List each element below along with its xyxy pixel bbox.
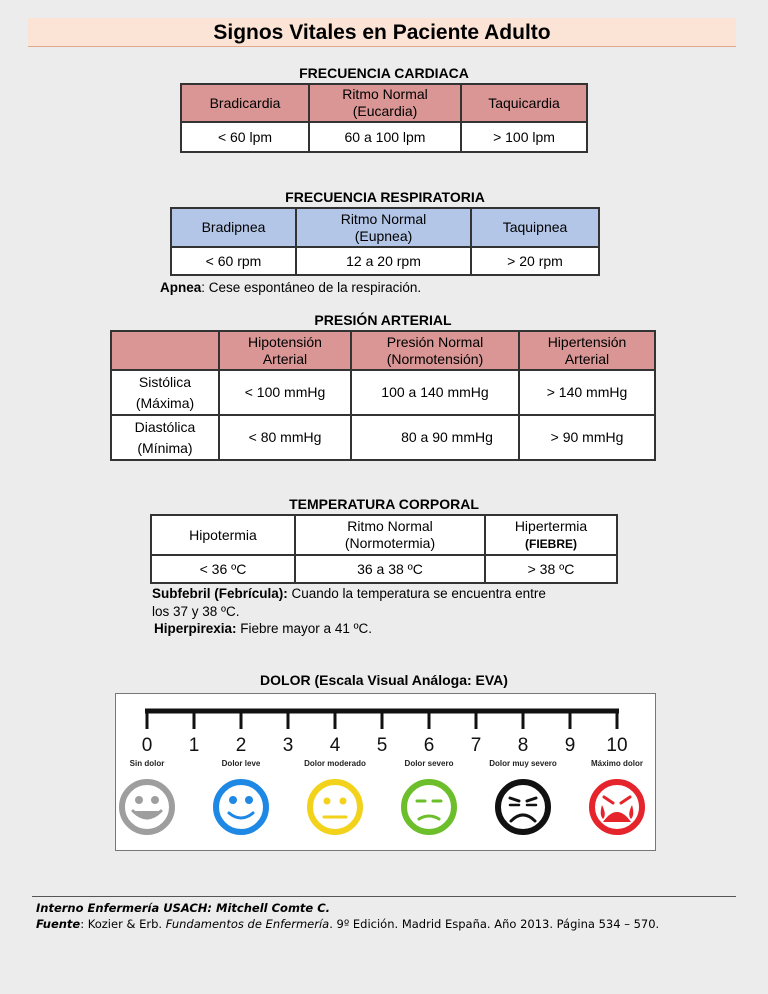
eva-face-label: Máximo dolor bbox=[590, 759, 644, 768]
fc-header-brady: Bradicardia bbox=[181, 84, 309, 122]
hiperpirexia-note: Hiperpirexia: Fiebre mayor a 41 ºC. bbox=[154, 621, 373, 636]
subfebril-note: Subfebril (Febrícula): Cuando la temperatura se encuentra entre los 37 y 38 ºC. bbox=[152, 586, 546, 619]
fr-value-bradi: < 60 rpm bbox=[171, 247, 296, 275]
eva-face-label: Dolor severo bbox=[404, 759, 454, 768]
pa-dia-hipo: < 80 mmHg bbox=[219, 415, 351, 460]
pa-header-hipo: Hipotensión Arterial bbox=[219, 331, 351, 370]
pa-row-diastolica: Diastólica (Mínima) bbox=[111, 415, 219, 460]
fc-value-normal: 60 a 100 lpm bbox=[309, 122, 461, 152]
tc-header-normal: Ritmo Normal (Normotermia) bbox=[295, 515, 485, 555]
footer-source: Fuente: Kozier & Erb. Fundamentos de Enfermería. 9º Edición. Madrid España. Año 2013. Página 534 – 570. bbox=[36, 917, 660, 931]
pa-sis-hiper: > 140 mmHg bbox=[519, 370, 655, 415]
pa-title: PRESIÓN ARTERIAL bbox=[314, 312, 452, 328]
tc-header-hiper: Hipertermia (FIEBRE) bbox=[485, 515, 617, 555]
tc-value-hiper: > 38 ºC bbox=[485, 555, 617, 583]
eva-face-icon bbox=[592, 782, 642, 832]
eva-scale-number: 9 bbox=[564, 735, 576, 756]
fc-header-taqui: Taquicardia bbox=[461, 84, 587, 122]
fc-table bbox=[180, 83, 588, 153]
eva-scale-number: 3 bbox=[282, 735, 294, 756]
eva-scale-number: 0 bbox=[141, 735, 153, 756]
eva-face-label: Dolor muy severo bbox=[489, 759, 557, 768]
fr-value-normal: 12 a 20 rpm bbox=[296, 247, 471, 275]
pa-row-sistolica: Sistólica (Máxima) bbox=[111, 370, 219, 415]
eva-scale-graphic bbox=[116, 694, 655, 850]
eva-face-icon bbox=[122, 782, 172, 832]
pa-header-hiper: Hipertensión Arterial bbox=[519, 331, 655, 370]
eva-scale-number: 8 bbox=[517, 735, 529, 756]
eva-face-label: Dolor moderado bbox=[304, 759, 366, 768]
fr-header-bradi: Bradipnea bbox=[171, 208, 296, 247]
dolor-title: DOLOR (Escala Visual Análoga: EVA) bbox=[260, 672, 508, 688]
pa-header-empty bbox=[111, 331, 219, 370]
eva-scale-number: 1 bbox=[188, 735, 200, 756]
apnea-note: Apnea: Cese espontáneo de la respiración. bbox=[160, 280, 422, 295]
fc-value-brady: < 60 lpm bbox=[181, 122, 309, 152]
tc-table bbox=[150, 514, 618, 584]
fr-header-normal: Ritmo Normal (Eupnea) bbox=[296, 208, 471, 247]
fr-table bbox=[170, 207, 600, 276]
tc-value-hipo: < 36 ºC bbox=[151, 555, 295, 583]
eva-scale-number: 7 bbox=[470, 735, 482, 756]
tc-title: TEMPERATURA CORPORAL bbox=[289, 496, 479, 512]
fr-header-taqui: Taquipnea bbox=[471, 208, 599, 247]
eva-face-label: Sin dolor bbox=[129, 759, 165, 768]
pa-dia-normal: 80 a 90 mmHg bbox=[351, 415, 519, 460]
page-title: Signos Vitales en Paciente Adulto bbox=[28, 18, 736, 47]
fr-title: FRECUENCIA RESPIRATORIA bbox=[285, 189, 485, 205]
tc-header-hipo: Hipotermia bbox=[151, 515, 295, 555]
pa-table bbox=[110, 330, 656, 461]
footer-author: Interno Enfermería USACH: Mitchell Comte C. bbox=[36, 901, 331, 915]
eva-scale-number: 4 bbox=[329, 735, 341, 756]
pa-sis-hipo: < 100 mmHg bbox=[219, 370, 351, 415]
eva-face-label: Dolor leve bbox=[221, 759, 261, 768]
fc-value-taqui: > 100 lpm bbox=[461, 122, 587, 152]
eva-face-icon bbox=[498, 782, 548, 832]
tc-value-normal: 36 a 38 ºC bbox=[295, 555, 485, 583]
eva-face-icon bbox=[310, 782, 360, 832]
eva-face-icon bbox=[404, 782, 454, 832]
fc-title: FRECUENCIA CARDIACA bbox=[299, 65, 469, 81]
fc-header-normal: Ritmo Normal (Eucardia) bbox=[309, 84, 461, 122]
eva-scale bbox=[115, 693, 656, 851]
eva-scale-number: 5 bbox=[376, 735, 388, 756]
eva-face-icon bbox=[216, 782, 266, 832]
pa-header-normal: Presión Normal (Normotensión) bbox=[351, 331, 519, 370]
eva-scale-number: 6 bbox=[423, 735, 435, 756]
eva-scale-number: 2 bbox=[235, 735, 247, 756]
pa-sis-normal: 100 a 140 mmHg bbox=[351, 370, 519, 415]
fr-value-taqui: > 20 rpm bbox=[471, 247, 599, 275]
eva-ruler bbox=[145, 711, 619, 729]
footer-divider bbox=[32, 896, 736, 897]
pa-dia-hiper: > 90 mmHg bbox=[519, 415, 655, 460]
eva-scale-number: 10 bbox=[606, 735, 628, 756]
